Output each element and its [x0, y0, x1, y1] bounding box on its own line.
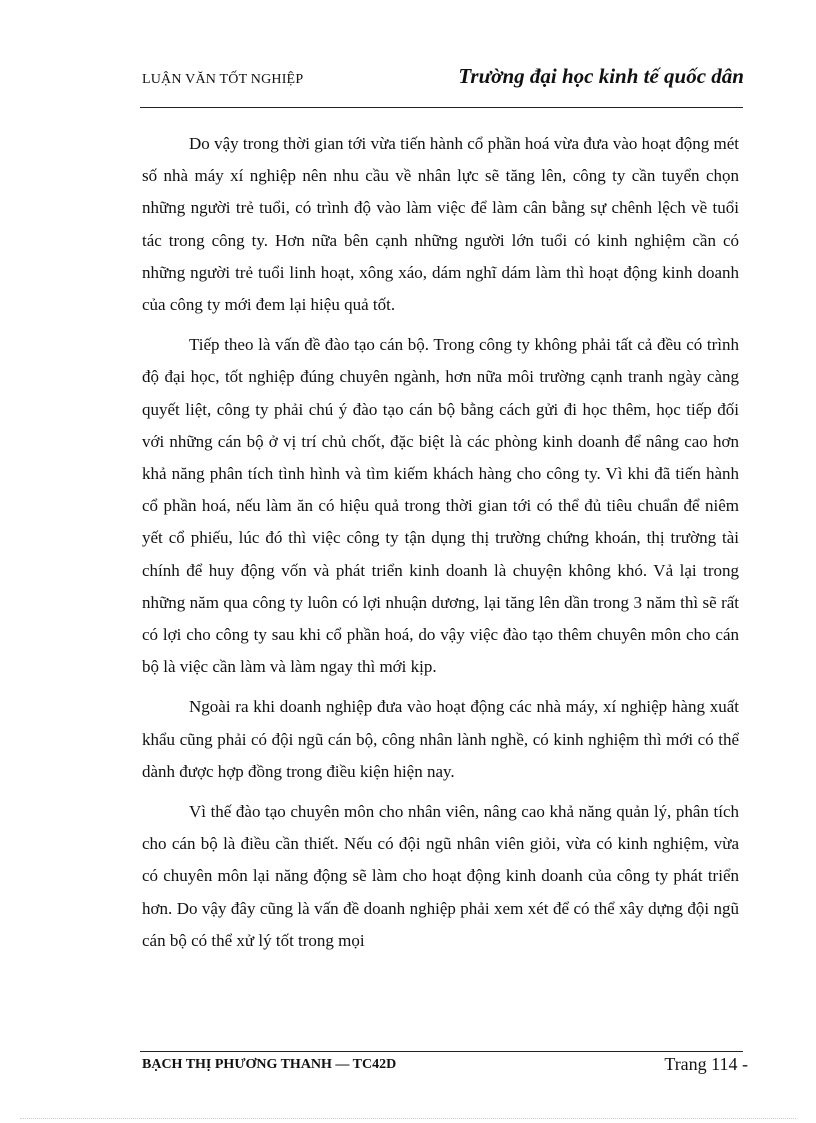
page-edge-dotted-line [20, 1118, 796, 1119]
header-thesis-label: LUẬN VĂN TỐT NGHIỆP [142, 72, 304, 87]
paragraph-2: Tiếp theo là vấn đề đào tạo cán bộ. Trong công ty không phải tất cả đều có trình độ đại học, tốt nghiệp đúng chuyên ngành, hơn nữa môi trường cạnh tranh ngày càng quyết liệt, công ty phải chú ý đào tạo cán bộ bằng cách gửi đi học thêm, học tiếp đối với những cán bộ ở vị trí chủ chốt, đặc biệt là các phòng kinh doanh để nâng cao hơn khả năng phân tích tình hình và tìm kiếm khách hàng cho công ty. Vì khi đã tiến hành cổ phần hoá, nếu làm ăn có hiệu quả trong thời gian tới có thể đủ tiêu chuẩn để niêm yết cổ phiếu, lúc đó thì việc công ty tận dụng thị trường chứng khoán, thị trường tài chính để huy động vốn và phát triển kinh doanh là chuyện không khó. Vả lại trong những năm qua công ty luôn có lợi nhuận dương, lại tăng lên dần trong 3 năm thì sẽ rất có lợi cho công ty sau khi cổ phần hoá, do vậy việc đào tạo thêm chuyên môn cho cán bộ là việc cần làm và làm ngay thì mới kịp. [142, 335, 739, 677]
paragraph-3: Ngoài ra khi doanh nghiệp đưa vào hoạt động các nhà máy, xí nghiệp hàng xuất khẩu cũng phải có đội ngũ cán bộ, công nhân lành nghề, có kinh nghiệm thì mới có thể dành được hợp đồng trong điều kiện hiện nay. [142, 697, 739, 781]
paragraph-1: Do vậy trong thời gian tới vừa tiến hành cổ phần hoá vừa đưa vào hoạt động mét số nhà máy xí nghiệp nên nhu cầu về nhân lực sẽ tăng lên, công ty cần tuyển chọn những người trẻ tuổi, có trình độ vào làm việc để làm cân bằng sự chênh lệch về tuổi tác trong công ty. Hơn nữa bên cạnh những người lớn tuổi có kinh nghiệm cần có những người trẻ tuổi linh hoạt, xông xáo, dám nghĩ dám làm thì hoạt động kinh doanh của công ty mới đem lại hiệu quả tốt. [142, 134, 739, 315]
header-university-name: Trường đại học kinh tế quốc dân [458, 64, 744, 88]
footer-divider [140, 1051, 743, 1052]
page-number: Trang 114 - [664, 1054, 748, 1074]
document-body [142, 128, 739, 965]
header-divider [140, 107, 743, 108]
footer-author: BẠCH THỊ PHƯƠNG THANH — TC42D [142, 1057, 397, 1072]
paragraph-4: Vì thế đào tạo chuyên môn cho nhân viên, nâng cao khả năng quản lý, phân tích cho cán bộ là điều cần thiết. Nếu có đội ngũ nhân viên giỏi, vừa có kinh nghiệm, vừa có chuyên môn lại năng động sẽ làm cho hoạt động kinh doanh của công ty phát triển hơn. Do vậy đây cũng là vấn đề doanh nghiệp phải xem xét để có thể xây dựng đội ngũ cán bộ có thể xử lý tốt trong mọi [142, 802, 739, 950]
